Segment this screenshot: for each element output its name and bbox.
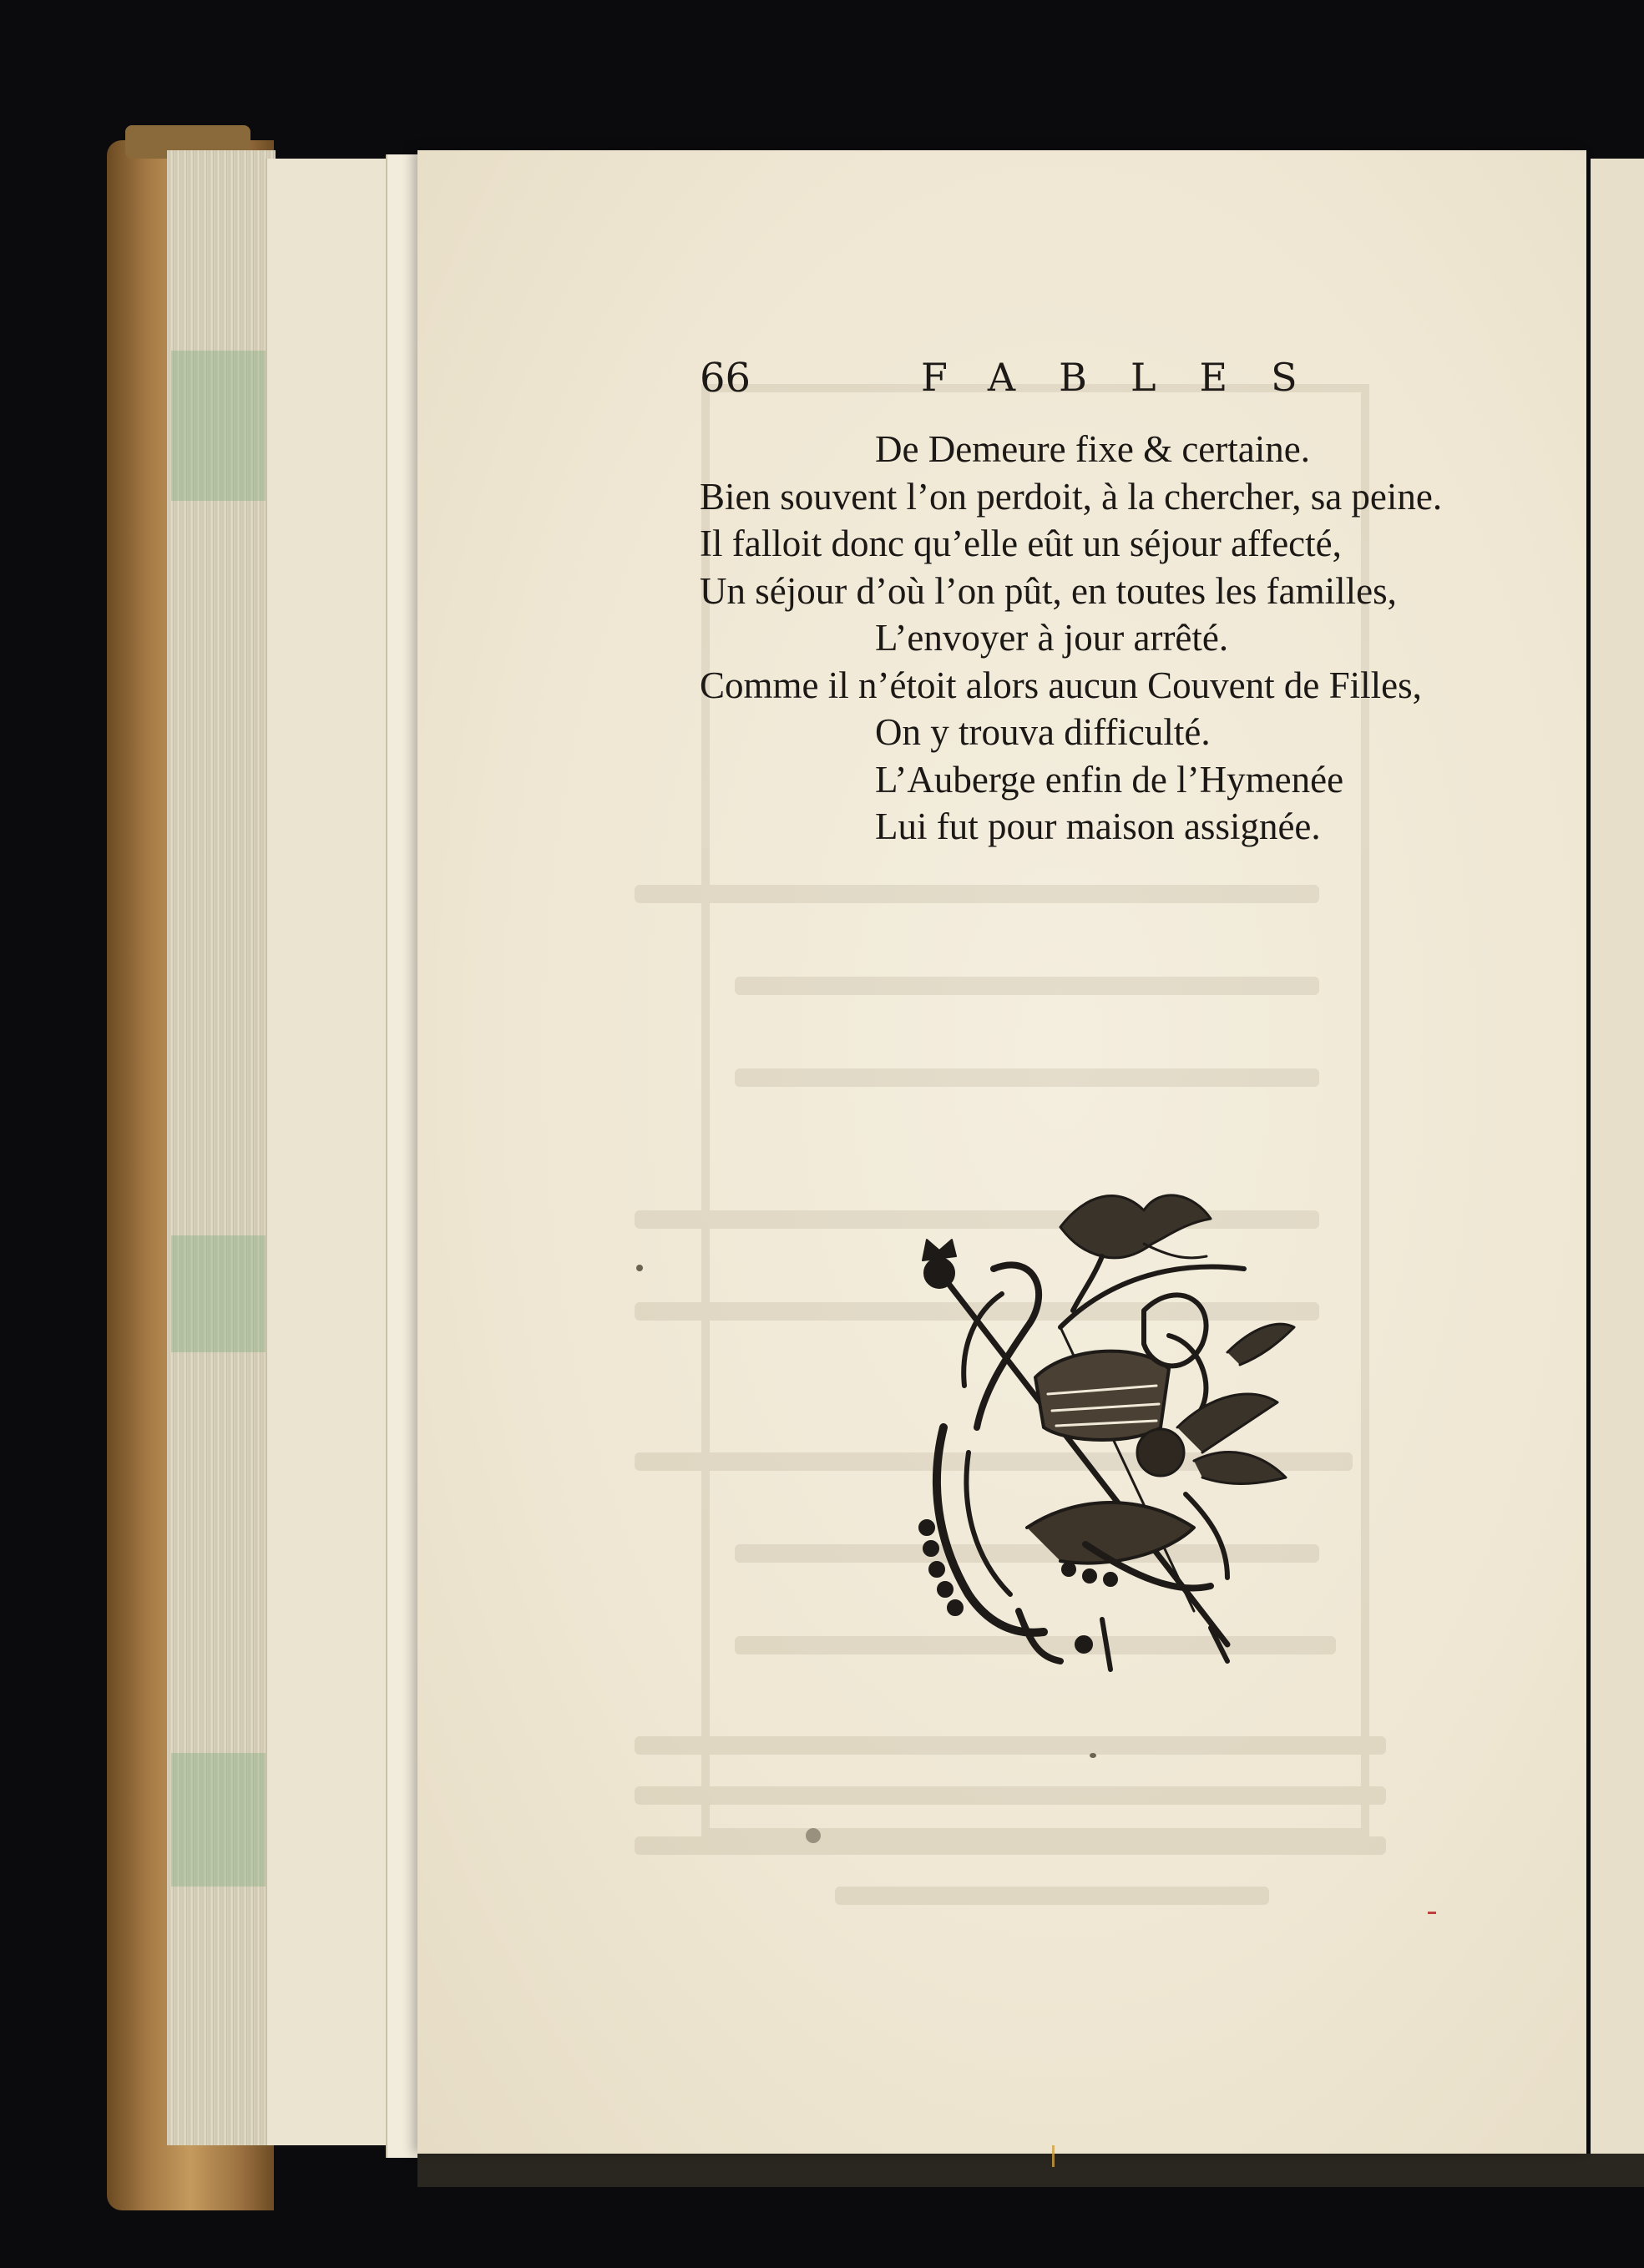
page-edge-stain xyxy=(171,1235,271,1352)
facing-page-edge xyxy=(1591,159,1644,2179)
verse-line: L’envoyer à jour arrêté. xyxy=(875,617,1229,659)
verse-line: De Demeure fixe & certaine. xyxy=(875,428,1310,470)
verse-line: Comme il n’étoit alors aucun Couvent de Filles, xyxy=(700,664,1422,706)
verse-line: On y trouva difficulté. xyxy=(875,711,1211,753)
page-header xyxy=(700,355,1585,413)
verse-line: Un séjour d’où l’on pût, en toutes les familles, xyxy=(700,569,1397,612)
page-edge-stain xyxy=(171,1753,271,1887)
page-number: 66 xyxy=(700,355,751,402)
verse-line: Lui fut pour maison assignée. xyxy=(875,806,1321,847)
running-head: FABLES xyxy=(921,355,1341,400)
stacked-leaf xyxy=(266,159,401,2145)
verse-line: Bien souvent l’on perdoit, à la chercher, sa peine. xyxy=(700,475,1443,518)
verse-line: L’Auberge enfin de l’Hymenée xyxy=(875,758,1344,801)
book-page xyxy=(417,150,1586,2154)
poem-text xyxy=(700,426,1585,851)
verse-line: Il falloit donc qu’elle eût un séjour affecté, xyxy=(700,523,1342,564)
bottom-shadow xyxy=(417,2154,1644,2187)
trophy-ornament-icon xyxy=(893,1177,1319,1678)
page-edge-stain xyxy=(171,351,271,501)
